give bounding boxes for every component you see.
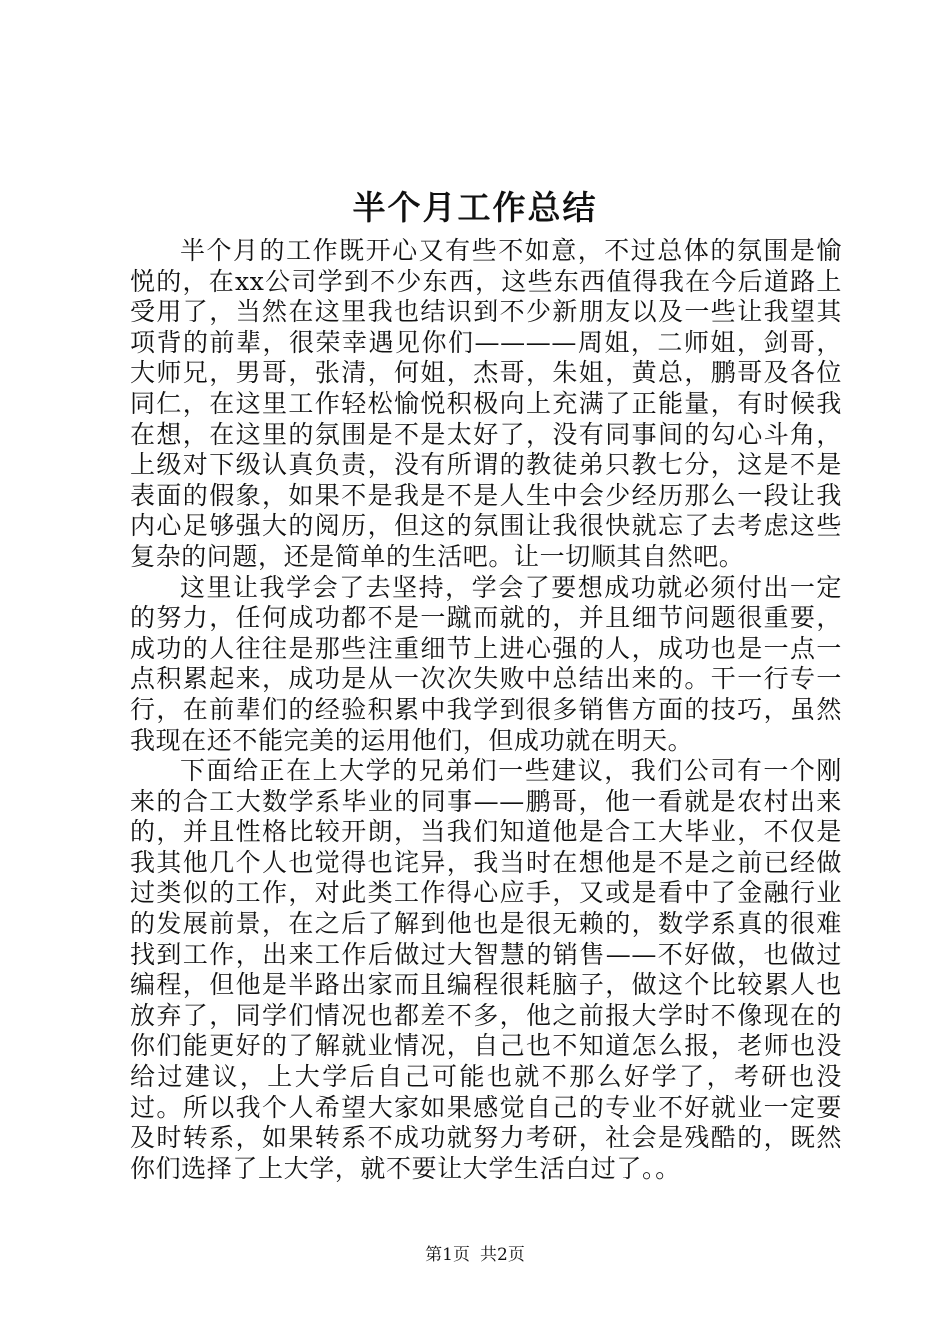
page-total: 共2页 bbox=[480, 1245, 525, 1265]
document-body bbox=[130, 236, 842, 1184]
paragraph-2: 这里让我学会了去坚持，学会了要想成功就必须付出一定的努力，任何成功都不是一蹴而就的，并且细节问题很重要，成功的人往往是那些注重细节上进心强的人，成功也是一点一点积累起来，成功是从一次次失败中总结出来的。干一行专一行，在前辈们的经验积累中我学到很多销售方面的技巧，虽然我现在还不能完美的运用他们，但成功就在明天。 bbox=[130, 572, 842, 755]
document-title: 半个月工作总结 bbox=[352, 188, 598, 227]
page-footer bbox=[0, 1244, 950, 1266]
page-number: 第1页 bbox=[425, 1245, 470, 1265]
paragraph-3: 下面给正在上大学的兄弟们一些建议，我们公司有一个刚来的合工大数学系毕业的同事——鹏哥，他一看就是农村出来的，并且性格比较开朗，当我们知道他是合工大毕业，不仅是我其他几个人也觉得也诧异，我当时在想他是不是之前已经做过类似的工作，对此类工作得心应手，又或是看中了金融行业的发展前景，在之后了解到他也是很无赖的，数学系真的很难找到工作，出来工作后做过大智慧的销售——不好做，也做过编程，但他是半路出家而且编程很耗脑子，做这个比较累人也放弃了，同学们情况也都差不多，他之前报大学时不像现在的你们能更好的了解就业情况，自己也不知道怎么报，老师也没给过建议，上大学后自己可能也就不那么好学了，考研也没过。所以我个人希望大家如果感觉自己的专业不好就业一定要及时转系，如果转系不成功就努力考研，社会是残酷的，既然你们选择了上大学，就不要让大学生活白过了。。 bbox=[130, 756, 842, 1183]
paragraph-1: 半个月的工作既开心又有些不如意，不过总体的氛围是愉悦的，在xx公司学到不少东西，这些东西值得我在今后道路上受用了，当然在这里我也结识到不少新朋友以及一些让我望其项背的前辈，很荣幸遇见你们————周姐，二师姐，剑哥，大师兄，男哥，张清，何姐，杰哥，朱姐，黄总，鹏哥及各位同仁，在这里工作轻松愉悦积极向上充满了正能量，有时候我在想，在这里的氛围是不是太好了，没有同事间的勾心斗角，上级对下级认真负责，没有所谓的教徒弟只教七分，这是不是表面的假象，如果不是我是不是人生中会少经历那么一段让我内心足够强大的阅历，但这的氛围让我很快就忘了去考虑这些复杂的问题，还是简单的生活吧。让一切顺其自然吧。 bbox=[130, 236, 842, 571]
